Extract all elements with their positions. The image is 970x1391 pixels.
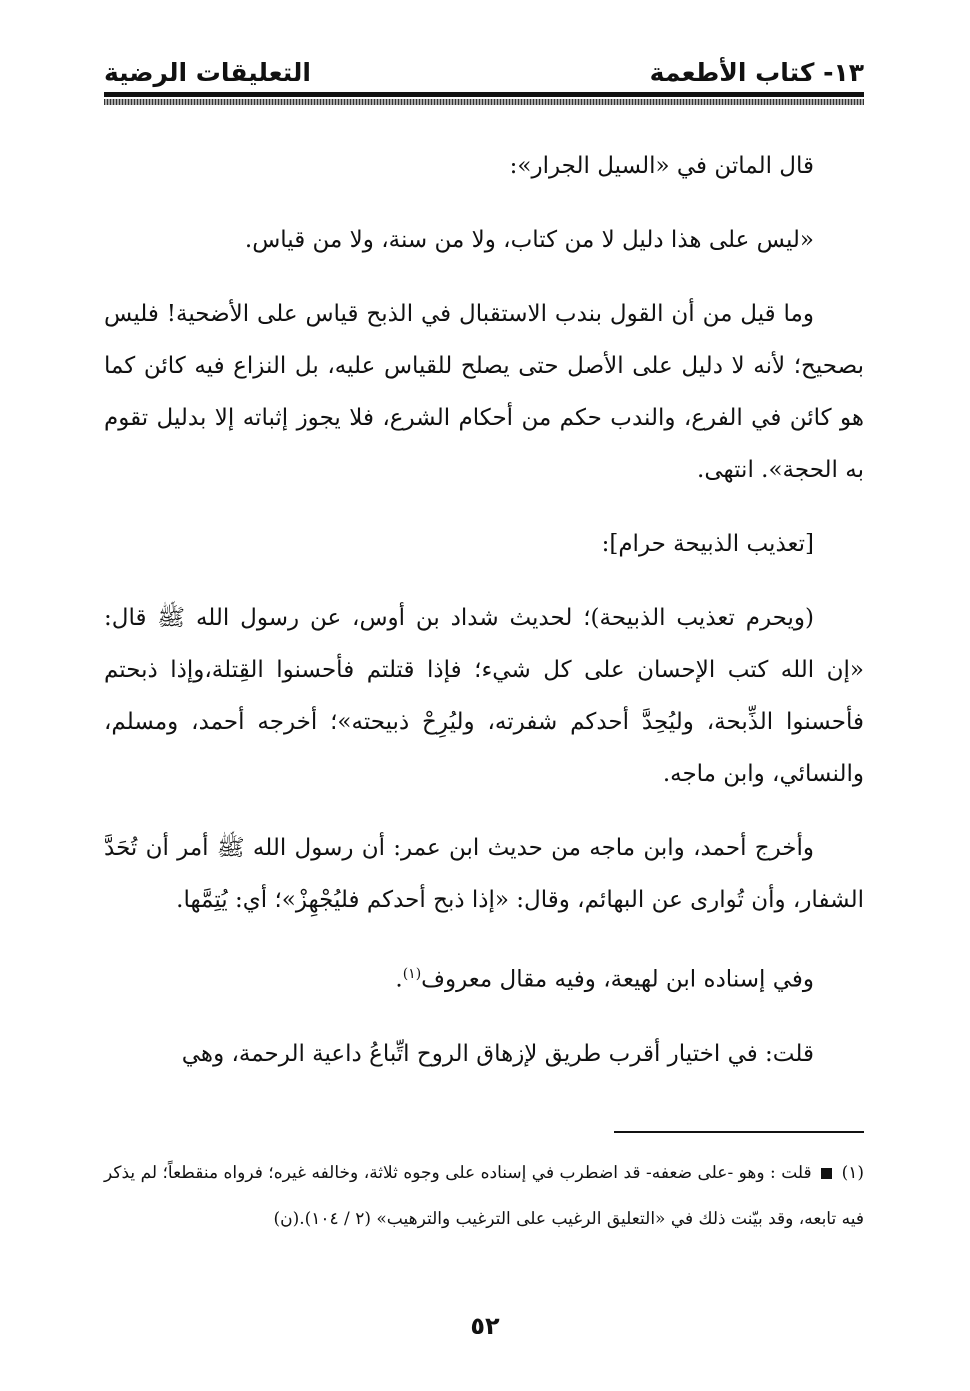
footnotes (104, 1150, 864, 1242)
paragraph-end: . (395, 966, 403, 993)
paragraph: (ويحرم تعذيب الذبيحة)؛ لحديث شداد بن أوس، عن رسول الله ﷺ قال: «إن الله كتب الإحسان على كل شيء؛ فإذا قتلتم فأحسنوا القِتلة،وإذا ذبحتم فأحسنوا الذِّبحة، وليُحِدَّ أحدكم شفرته، وليُرِحْ ذبيحته»؛ أخرجه أحمد، ومسلم، والنسائي، وابن ماجه. (104, 605, 864, 787)
footnote-reference[interactable]: (١) (402, 966, 422, 982)
paragraph (104, 948, 864, 1006)
paragraph: وأخرج أحمد، وابن ماجه من حديث ابن عمر: أن رسول الله ﷺ أمر أن تُحَدَّ الشفار، وأن تُوارى عن البهائم، وقال: «إذا ذبح أحدكم فليُجْهِزْ»؛ أي: يُتِمَّها. (104, 835, 864, 913)
footnote-number: (١) (841, 1163, 864, 1183)
header-hatch-rule (104, 99, 864, 105)
page-number: ٥٢ (470, 1312, 500, 1340)
paragraph-text: وفي إسناده ابن لهيعة، وفيه مقال معروف (421, 966, 814, 993)
paragraph: «ليس على هذا دليل لا من كتاب، ولا من سنة، ولا من قياس. (244, 227, 814, 253)
section-heading: [تعذيب الذبيحة حرام]: (601, 531, 814, 557)
header-rule (104, 92, 864, 97)
paragraph: وما قيل من أن القول بندب الاستقبال في الذبح قياس على الأضحية! فليس بصحيح؛ لأنه لا دليل على الأصل حتى يصلح للقياس عليه، بل النزاع فيه كائن كما هو كائن في الفرع، والندب حكم من أحكام الشرع، فلا يجوز إثباته إلا بدليل تقوم به الحجة». انتهى. (104, 301, 864, 483)
footnote-label: قلت : (770, 1163, 812, 1183)
paragraph: قلت: في اختيار أقرب طريق لإزهاق الروح اتِّباعُ داعية الرحمة، وهي (181, 1040, 814, 1067)
main-text (104, 140, 864, 1102)
book-title: التعليقات الرضية (104, 58, 311, 87)
running-header (104, 58, 864, 96)
footnote-text: وهو -على ضعفه- قد اضطرب في إسناده على وجوه ثلاثة، وخالفه غيره؛ فرواه منقطعاً؛ لم يذكر فيه تابعه، وقد بيّنت ذلك في «التعليق الرغيب على الترغيب والترهيب» (٢ / ١٠٤).(ن) (104, 1163, 864, 1229)
square-mark-icon (821, 1168, 832, 1179)
footnote-separator (614, 1131, 864, 1133)
chapter-title: ١٣- كتاب الأطعمة (649, 58, 864, 87)
paragraph: قال الماتن في «السيل الجرار»: (509, 153, 814, 179)
